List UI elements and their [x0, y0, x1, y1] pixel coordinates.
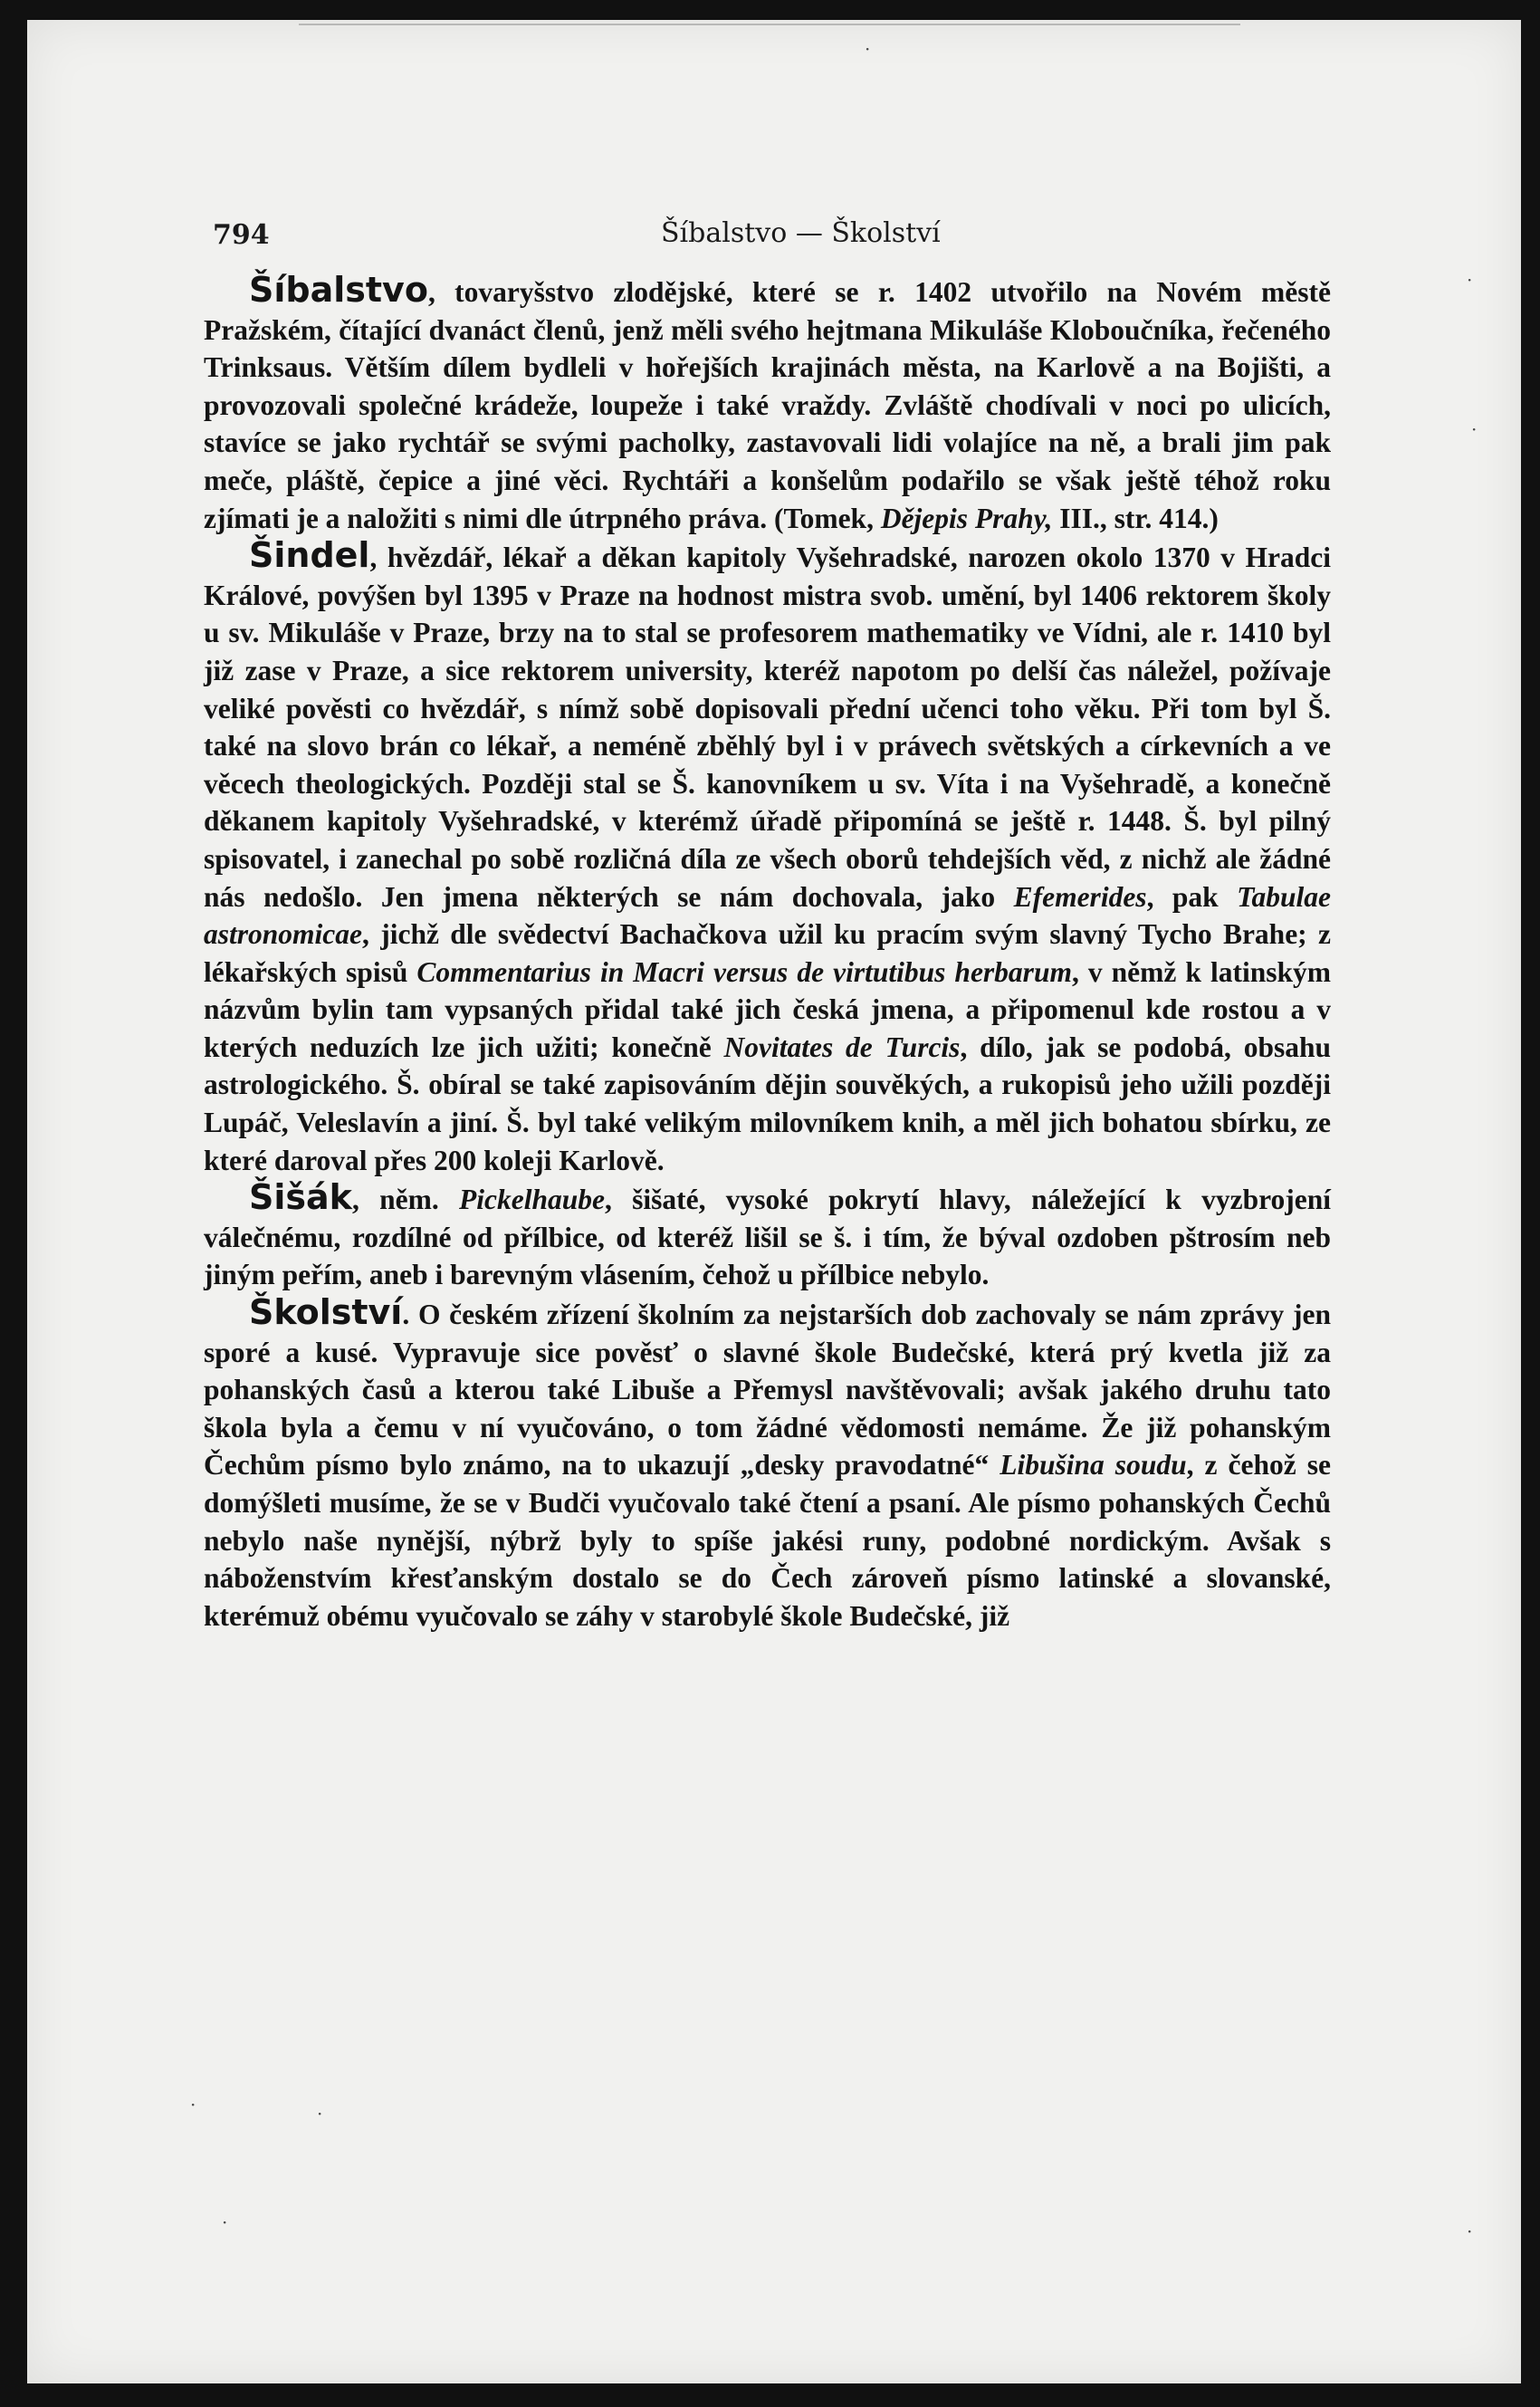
entry-italic: Libušina soudu	[1000, 1449, 1187, 1482]
running-head: Šíbalstvo — Školství	[661, 217, 941, 249]
margin-mark: ·	[190, 2094, 196, 2115]
entry-text: , něm.	[351, 1184, 459, 1216]
entry-text: , šišaté, vysoké pokrytí hlavy, náležející k vyzbrojení válečnému, rozdílné od přílbice, od kteréž lišil se š. i tím, že býval ozdoben pštrosím neb jiným peřím, aneb i barevným vlásením, čehož u přílbice nebylo.	[204, 1184, 1331, 1291]
entry-italic: Commentarius in Macri versus de virtutibus herbarum	[416, 955, 1072, 988]
entry-sisak	[204, 1179, 1331, 1294]
entry-italic: Dějepis Prahy,	[880, 502, 1053, 534]
entry-text: III., str. 414.)	[1052, 502, 1219, 534]
entry-text: , hvězdář, lékař a děkan kapitoly Vyšehradské, narozen okolo 1370 v Hradci Králové, povýšen byl 1395 v Praze na hodnost mistra svob. umění, byl 1406 rektorem školy u sv. Mikuláše v Praze, brzy na to stal se profesorem mathematiky ve Vídni, ale r. 1410 byl již zase v Praze, a sice rektorem university, kteréž napotom po delší čas náležel, požívaje veliké pověsti co hvězdář, s nímž sobě dopisovali přední učenci toho věku. Při tom byl Š. také na slovo brán co lékař, a neméně zběhlý byl i v právech světských a církevních a ve věcech theologických. Později stal se Š. kanovníkem u sv. Víta i na Vyšehradě, a konečně děkanem kapitoly Vyšehradské, v kterémž úřadě připomíná se ještě r. 1448. Š. byl pilný spisovatel, i zanechal po sobě rozličná díla ze všech oborů tehdejších věd, z nichž ale žádné nás nedošlo. Jen jmena některých se nám dochovala, jako	[204, 542, 1331, 913]
speck-mark: ·	[865, 38, 871, 60]
page-number: 794	[213, 219, 270, 251]
top-edge-line	[299, 24, 1240, 25]
headword: Šišák	[249, 1177, 352, 1218]
entry-sibalstvo	[204, 272, 1331, 537]
entry-text: , tovaryšstvo zlodějské, které se r. 1402 utvořilo na Novém městě Pražském, čítající dvanáct členů, jenž měli svého hejtmana Mikuláše Kloboučníka, řečeného Trinksaus. Větším dílem bydleli v hořejších krajinách města, na Karlově a na Bojišti, a provozovali společné krádeže, loupeže i také vraždy. Zvláště chodívali v noci po ulicích, stavíce se jako rychtář se svými pacholky, zastavovali lidi volajíce na ně, a brali jim pak meče, pláště, čepice a jiné věci. Rychtáři a konšelům podařilo se však ještě téhož roku zjímati je a naložiti s nimi dle útrpného práva. (Tomek,	[204, 276, 1331, 534]
entry-text: , v němž k latinským názvům bylin tam vypsaných přidal také jich česká jmena, a připomenul kde rostou a v kterých neduzích lze jich užiti; konečně	[204, 955, 1331, 1063]
entry-italic: Tabulae astronomicae	[204, 880, 1331, 951]
entry-text: . O českém zřízení školním za nejstarších dob zachovaly se nám zprávy jen sporé a kusé. Vypravuje sice pověsť o slavné škole Budečské, která prý kvetla již za pohanských časů a kterou také Libuše a Přemysl navštěvovali; avšak jakého druhu tato škola byla a čemu v ní vyučováno, o tom žádné vědomosti nemáme. Že již pohanským Čechům písmo bylo známo, na to ukazují „desky pravodatné“	[204, 1299, 1331, 1482]
entry-text: , pak	[1146, 880, 1238, 913]
headword: Šíbalstvo	[249, 270, 428, 310]
margin-mark: ·	[222, 2211, 228, 2233]
headword: Šindel	[249, 535, 370, 576]
body-text	[204, 272, 1331, 1635]
headword: Školství	[249, 1292, 403, 1333]
margin-mark: ·	[317, 2103, 323, 2124]
entry-italic: Pickelhaube	[459, 1184, 605, 1216]
entry-text: , jichž dle svědectví Bachačkova užil ku pracím svým slavný Tycho Brahe; z lékařských spisů	[204, 918, 1331, 988]
margin-mark: ·	[1471, 418, 1478, 440]
entry-skolstvi	[204, 1294, 1331, 1635]
entry-text: , z čehož se domýšleti musíme, že se v Budči vyučovalo také čtení a psaní. Ale písmo pohanských Čechů nebylo naše nynější, nýbrž byly to spíše jakési runy, podobné nordickým. Avšak s náboženstvím křesťanským dostalo se do Čech zároveň písmo latinské a slovanské, kterémuž obému vyučovalo se záhy v starobylé škole Budečské, již	[204, 1449, 1332, 1632]
margin-mark: ·	[1467, 2220, 1473, 2242]
margin-mark: ·	[1467, 269, 1473, 291]
entry-italic: Novitates de Turcis	[723, 1031, 961, 1063]
entry-sindel	[204, 537, 1331, 1179]
entry-text: , dílo, jak se podobá, obsahu astrologického. Š. obíral se také zapisováním dějin souvěkých, a rukopisů jeho užili později Lupáč, Veleslavín a jiní. Š. byl také velikým milovníkem knih, a měl jich bohatou sbírku, ze které daroval přes 200 koleji Karlově.	[204, 1031, 1332, 1176]
entry-italic: Efemerides	[1013, 880, 1147, 913]
